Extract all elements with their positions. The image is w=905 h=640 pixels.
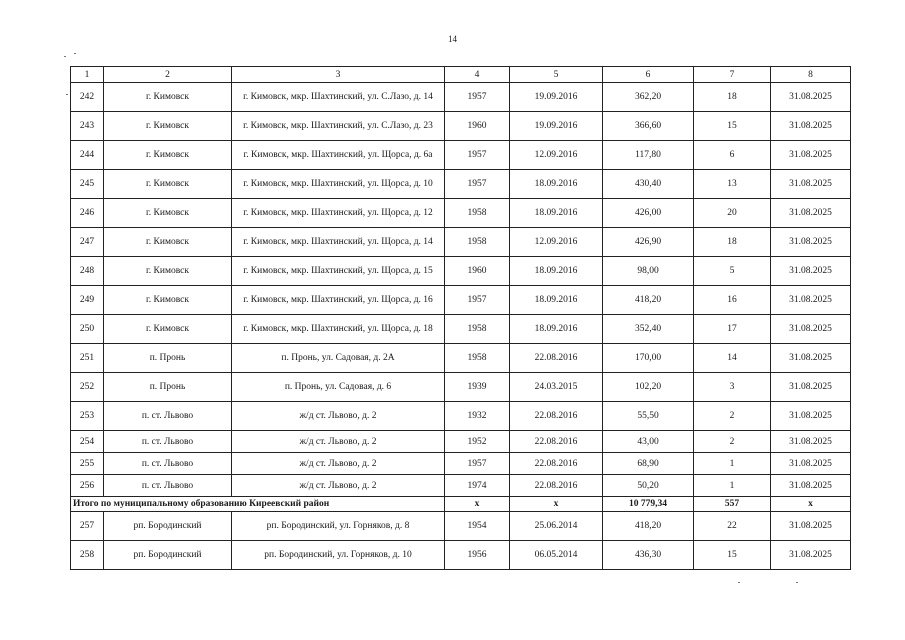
table-cell: 255 <box>71 453 104 475</box>
table-cell: 1958 <box>445 228 510 257</box>
table-cell: 31.08.2025 <box>771 512 851 541</box>
table-cell: рп. Бородинский, ул. Горняков, д. 10 <box>232 541 445 570</box>
table-cell: 1939 <box>445 373 510 402</box>
table-cell: 06.05.2014 <box>510 541 603 570</box>
table-cell: 13 <box>694 170 771 199</box>
table-cell: 31.08.2025 <box>771 228 851 257</box>
table-row <box>71 512 851 541</box>
table-cell: 31.08.2025 <box>771 199 851 228</box>
table-cell: 24.03.2015 <box>510 373 603 402</box>
table-cell: 6 <box>694 141 771 170</box>
table-cell: 1952 <box>445 431 510 453</box>
table-cell: рп. Бородинский, ул. Горняков, д. 8 <box>232 512 445 541</box>
table-cell: 22.08.2016 <box>510 453 603 475</box>
table-cell: 247 <box>71 228 104 257</box>
scan-mark <box>66 94 68 95</box>
table-cell: 242 <box>71 83 104 112</box>
table-cell: 31.08.2025 <box>771 475 851 497</box>
table-cell: 12.09.2016 <box>510 141 603 170</box>
table-cell: 1957 <box>445 141 510 170</box>
table-cell: 250 <box>71 315 104 344</box>
total-cell: 557 <box>694 497 771 512</box>
table-cell: 1957 <box>445 286 510 315</box>
table-cell: 43,00 <box>603 431 694 453</box>
table-row <box>71 83 851 112</box>
total-label: Итого по муниципальному образованию Киреевский район <box>71 497 445 512</box>
table-row <box>71 475 851 497</box>
table-cell: 5 <box>694 257 771 286</box>
table-cell: 1 <box>694 475 771 497</box>
table-cell: г. Кимовск, мкр. Шахтинский, ул. С.Лазо, д. 14 <box>232 83 445 112</box>
total-cell: 10 779,34 <box>603 497 694 512</box>
table-cell: 31.08.2025 <box>771 112 851 141</box>
table-cell: г. Кимовск, мкр. Шахтинский, ул. Щорса, д. 14 <box>232 228 445 257</box>
table-cell: 362,20 <box>603 83 694 112</box>
table-cell: 31.08.2025 <box>771 286 851 315</box>
table-row <box>71 257 851 286</box>
table-row <box>71 431 851 453</box>
table-cell: 1954 <box>445 512 510 541</box>
table-cell: 418,20 <box>603 286 694 315</box>
table-cell: 418,20 <box>603 512 694 541</box>
table-cell: 68,90 <box>603 453 694 475</box>
table-cell: 256 <box>71 475 104 497</box>
table-cell: г. Кимовск <box>104 141 232 170</box>
scan-mark <box>738 582 740 583</box>
table-cell: г. Кимовск, мкр. Шахтинский, ул. Щорса, д. 12 <box>232 199 445 228</box>
table-cell: ж/д ст. Львово, д. 2 <box>232 453 445 475</box>
table-cell: 253 <box>71 402 104 431</box>
total-row <box>71 497 851 512</box>
table-cell: 31.08.2025 <box>771 83 851 112</box>
table-cell: ж/д ст. Львово, д. 2 <box>232 475 445 497</box>
total-cell: x <box>510 497 603 512</box>
table-row <box>71 228 851 257</box>
table-row <box>71 373 851 402</box>
table-cell: 12.09.2016 <box>510 228 603 257</box>
scan-mark <box>64 56 66 57</box>
table-row <box>71 402 851 431</box>
table-cell: ж/д ст. Львово, д. 2 <box>232 431 445 453</box>
table-cell: 1958 <box>445 344 510 373</box>
table-cell: 31.08.2025 <box>771 257 851 286</box>
table-cell: 18.09.2016 <box>510 315 603 344</box>
table-cell: 426,90 <box>603 228 694 257</box>
table-cell: п. ст. Львово <box>104 402 232 431</box>
total-cell: x <box>445 497 510 512</box>
table-row <box>71 541 851 570</box>
table-row <box>71 170 851 199</box>
table-cell: 31.08.2025 <box>771 344 851 373</box>
table-cell: 98,00 <box>603 257 694 286</box>
table-cell: п. ст. Львово <box>104 431 232 453</box>
column-header: 7 <box>694 67 771 83</box>
table-header-row <box>71 67 851 83</box>
total-cell: x <box>771 497 851 512</box>
registry-table <box>70 66 851 570</box>
table-cell: 18.09.2016 <box>510 257 603 286</box>
table-cell: 31.08.2025 <box>771 402 851 431</box>
table-row <box>71 141 851 170</box>
table-cell: г. Кимовск, мкр. Шахтинский, ул. Щорса, д. 15 <box>232 257 445 286</box>
table-cell: 15 <box>694 541 771 570</box>
table-cell: 14 <box>694 344 771 373</box>
table-cell: 22.08.2016 <box>510 402 603 431</box>
table-cell: 1956 <box>445 541 510 570</box>
table-cell: 19.09.2016 <box>510 112 603 141</box>
table-row <box>71 453 851 475</box>
table-cell: 430,40 <box>603 170 694 199</box>
table-cell: 22 <box>694 512 771 541</box>
table-cell: 18.09.2016 <box>510 199 603 228</box>
table-cell: г. Кимовск, мкр. Шахтинский, ул. Щорса, д. 16 <box>232 286 445 315</box>
table-cell: 117,80 <box>603 141 694 170</box>
table-row <box>71 112 851 141</box>
table-cell: 366,60 <box>603 112 694 141</box>
table-cell: 257 <box>71 512 104 541</box>
table-cell: 50,20 <box>603 475 694 497</box>
table-cell: 2 <box>694 431 771 453</box>
table-cell: 252 <box>71 373 104 402</box>
table-cell: 1960 <box>445 257 510 286</box>
table-row <box>71 199 851 228</box>
table-cell: 249 <box>71 286 104 315</box>
table-cell: 248 <box>71 257 104 286</box>
table-cell: г. Кимовск <box>104 170 232 199</box>
table-cell: г. Кимовск <box>104 112 232 141</box>
scan-mark <box>796 582 798 583</box>
table-cell: г. Кимовск, мкр. Шахтинский, ул. Щорса, д. 18 <box>232 315 445 344</box>
table-cell: 31.08.2025 <box>771 453 851 475</box>
table-cell: 1957 <box>445 170 510 199</box>
table-cell: 251 <box>71 344 104 373</box>
table-cell: 243 <box>71 112 104 141</box>
column-header: 4 <box>445 67 510 83</box>
table-cell: п. Пронь <box>104 344 232 373</box>
table-cell: 254 <box>71 431 104 453</box>
table-cell: г. Кимовск <box>104 83 232 112</box>
table-cell: 1932 <box>445 402 510 431</box>
table-cell: п. ст. Львово <box>104 475 232 497</box>
table-cell: 1960 <box>445 112 510 141</box>
table-cell: 1974 <box>445 475 510 497</box>
table-cell: 31.08.2025 <box>771 373 851 402</box>
table-cell: г. Кимовск <box>104 257 232 286</box>
table-cell: рп. Бородинский <box>104 541 232 570</box>
table-cell: 2 <box>694 402 771 431</box>
table-cell: 352,40 <box>603 315 694 344</box>
table-cell: 1958 <box>445 199 510 228</box>
table-cell: г. Кимовск <box>104 315 232 344</box>
column-header: 5 <box>510 67 603 83</box>
table-cell: г. Кимовск, мкр. Шахтинский, ул. Щорса, д. 10 <box>232 170 445 199</box>
table-cell: 25.06.2014 <box>510 512 603 541</box>
column-header: 3 <box>232 67 445 83</box>
table-cell: 102,20 <box>603 373 694 402</box>
table-cell: п. Пронь, ул. Садовая, д. 2А <box>232 344 445 373</box>
table-cell: г. Кимовск, мкр. Шахтинский, ул. С.Лазо, д. 23 <box>232 112 445 141</box>
table-cell: 31.08.2025 <box>771 431 851 453</box>
table-cell: 258 <box>71 541 104 570</box>
table-cell: 18.09.2016 <box>510 170 603 199</box>
table-body <box>71 83 851 570</box>
table-cell: 1958 <box>445 315 510 344</box>
table-cell: 18 <box>694 83 771 112</box>
table-cell: 170,00 <box>603 344 694 373</box>
table-row <box>71 344 851 373</box>
table-cell: 22.08.2016 <box>510 344 603 373</box>
table-cell: п. Пронь <box>104 373 232 402</box>
table-row <box>71 286 851 315</box>
table-cell: 20 <box>694 199 771 228</box>
table-cell: г. Кимовск <box>104 228 232 257</box>
table-cell: 22.08.2016 <box>510 431 603 453</box>
column-header: 8 <box>771 67 851 83</box>
table-cell: 245 <box>71 170 104 199</box>
table-cell: 244 <box>71 141 104 170</box>
table-cell: 1957 <box>445 83 510 112</box>
column-header: 2 <box>104 67 232 83</box>
table-cell: г. Кимовск, мкр. Шахтинский, ул. Щорса, д. 6а <box>232 141 445 170</box>
table-cell: 426,00 <box>603 199 694 228</box>
table-cell: 31.08.2025 <box>771 170 851 199</box>
table-cell: 436,30 <box>603 541 694 570</box>
scan-mark <box>74 53 76 54</box>
table-cell: 55,50 <box>603 402 694 431</box>
column-header: 6 <box>603 67 694 83</box>
table-cell: п. ст. Львово <box>104 453 232 475</box>
table-cell: 31.08.2025 <box>771 315 851 344</box>
table-cell: 15 <box>694 112 771 141</box>
table-cell: рп. Бородинский <box>104 512 232 541</box>
table-cell: 31.08.2025 <box>771 141 851 170</box>
table-cell: ж/д ст. Львово, д. 2 <box>232 402 445 431</box>
table-cell: 31.08.2025 <box>771 541 851 570</box>
table-cell: 1 <box>694 453 771 475</box>
table-cell: 246 <box>71 199 104 228</box>
table-cell: 18.09.2016 <box>510 286 603 315</box>
table-cell: г. Кимовск <box>104 199 232 228</box>
page-number: 14 <box>448 34 457 44</box>
table-cell: 22.08.2016 <box>510 475 603 497</box>
table-cell: 19.09.2016 <box>510 83 603 112</box>
column-header: 1 <box>71 67 104 83</box>
table-row <box>71 315 851 344</box>
table-cell: 17 <box>694 315 771 344</box>
table-cell: 3 <box>694 373 771 402</box>
table-cell: г. Кимовск <box>104 286 232 315</box>
table-cell: 18 <box>694 228 771 257</box>
table-cell: 1957 <box>445 453 510 475</box>
table-cell: п. Пронь, ул. Садовая, д. 6 <box>232 373 445 402</box>
table-cell: 16 <box>694 286 771 315</box>
